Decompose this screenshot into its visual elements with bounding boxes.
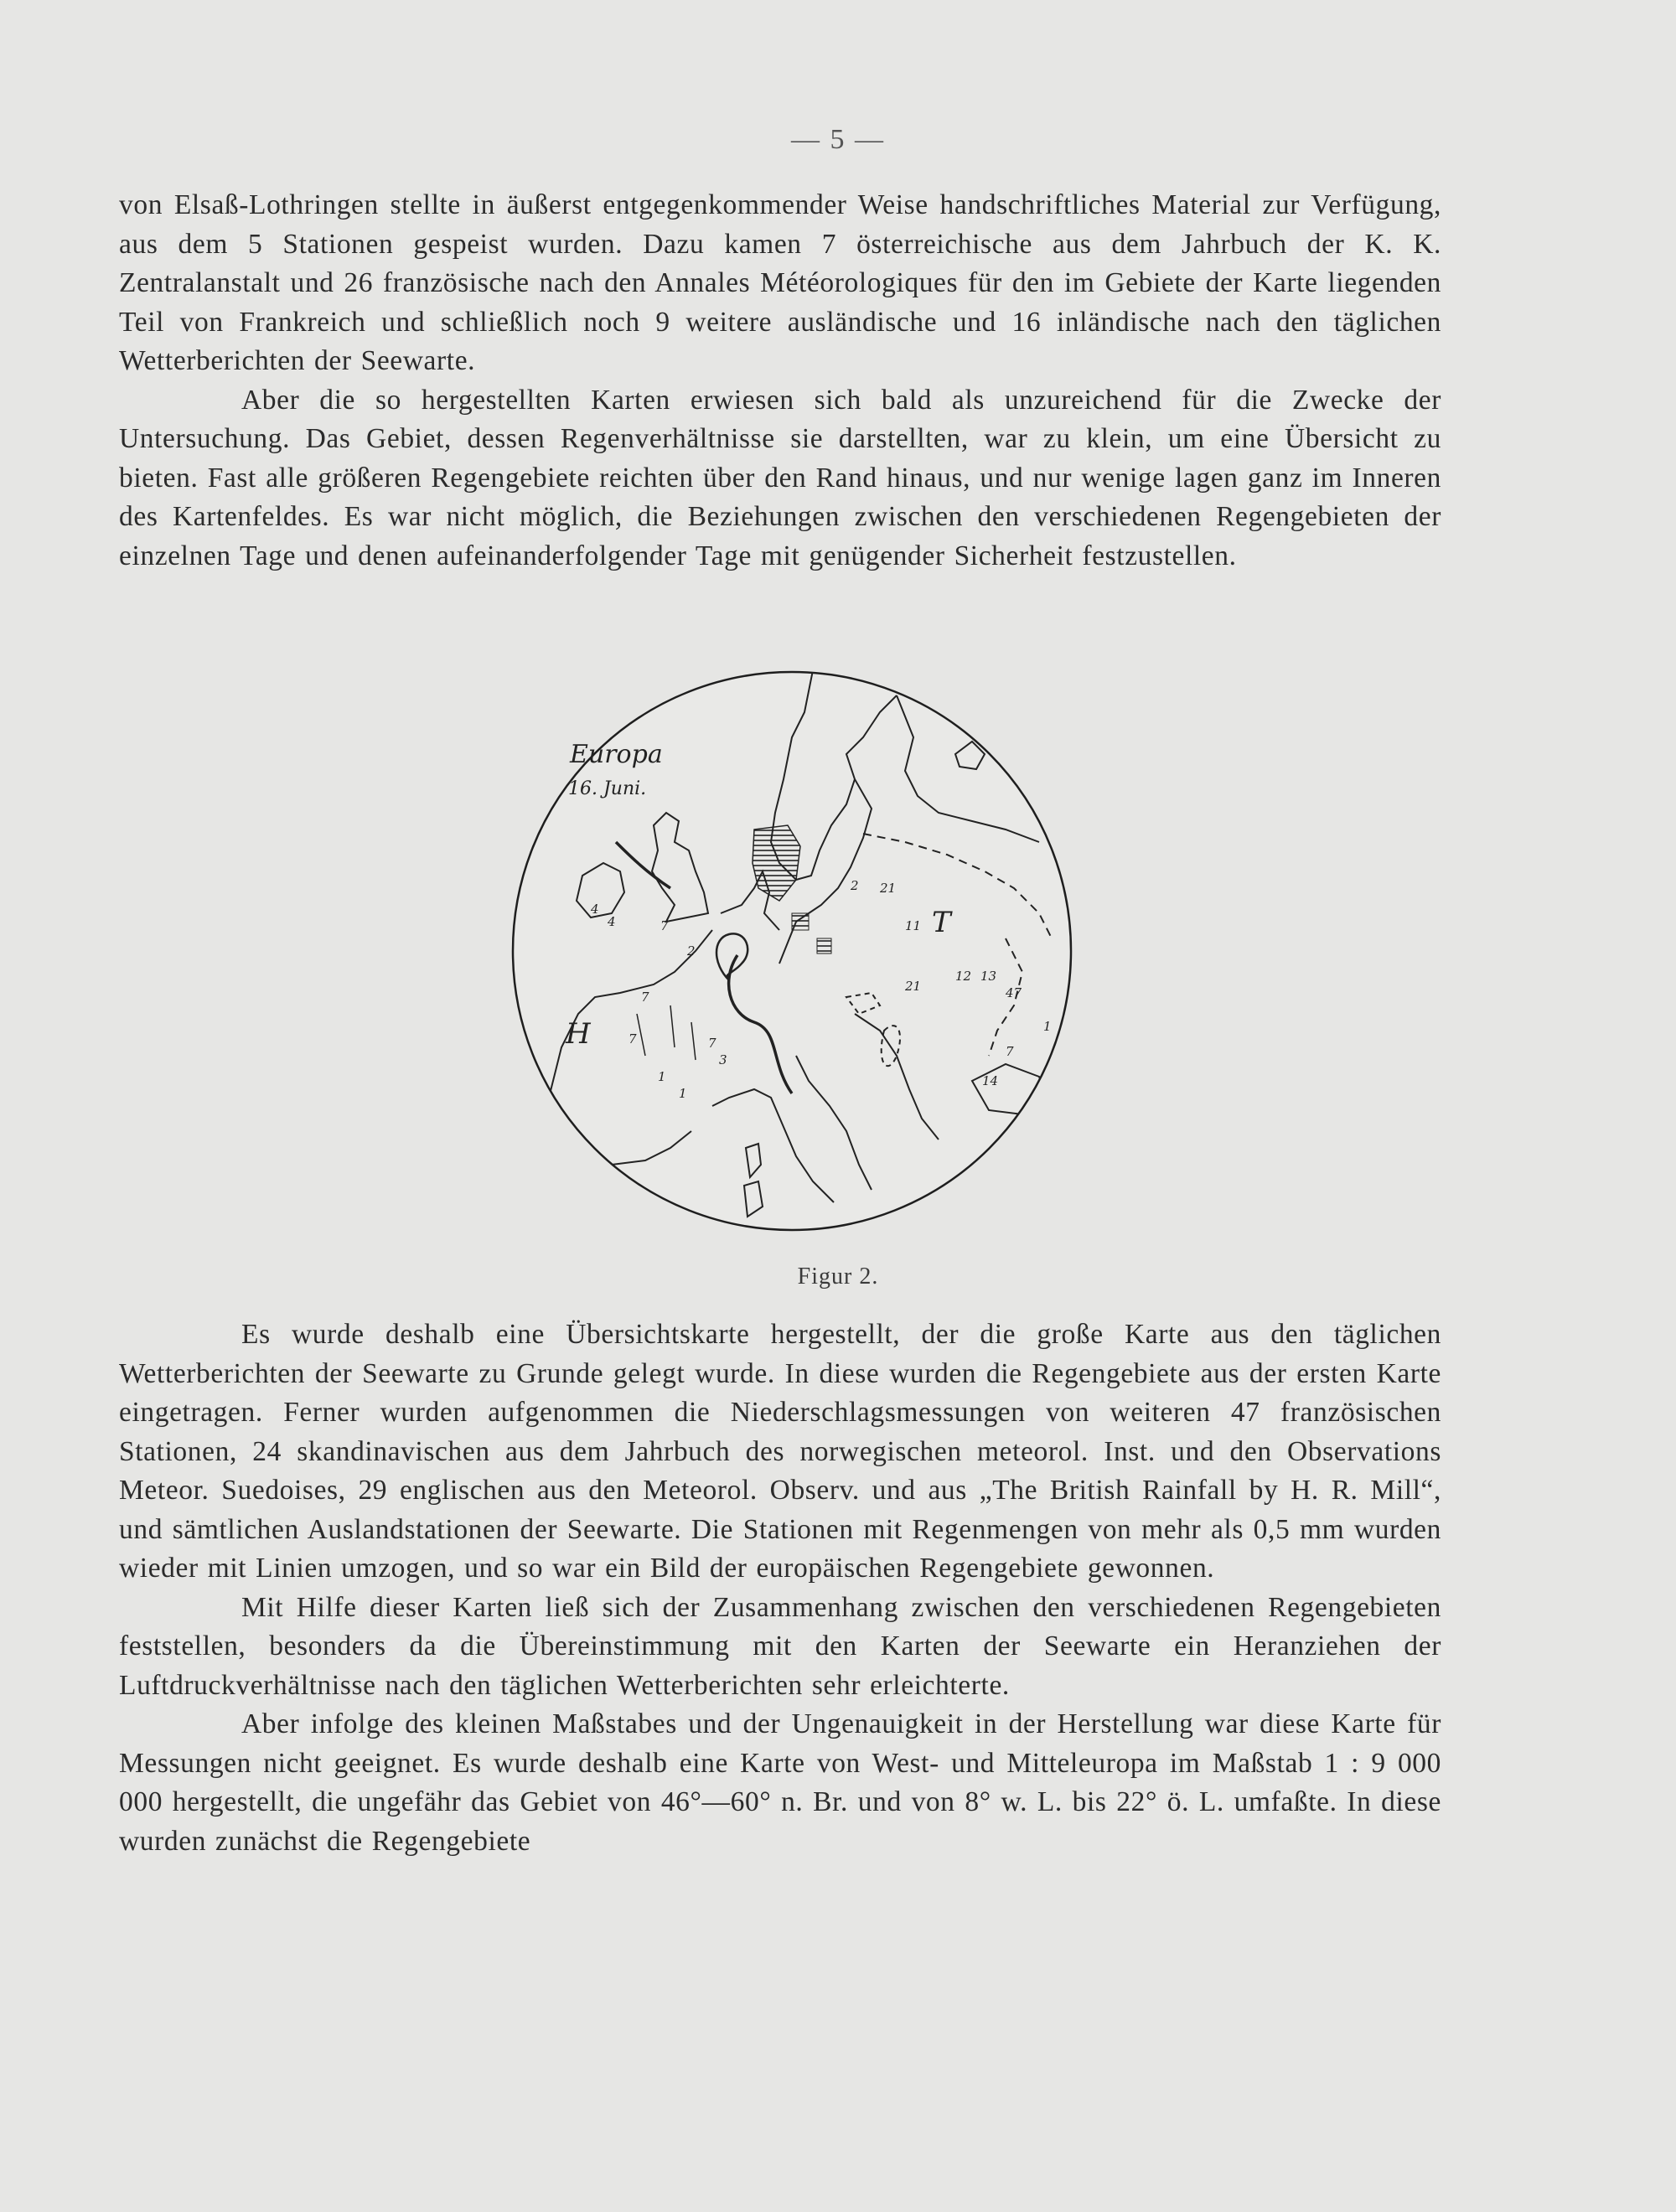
station-value: 11 xyxy=(905,918,922,933)
map-title: Europa xyxy=(570,740,663,769)
station-value: 7 xyxy=(708,1036,716,1051)
station-value: 4 xyxy=(608,914,616,929)
station-value: 13 xyxy=(980,969,997,984)
station-value: 1 xyxy=(658,1069,666,1084)
station-value: 3 xyxy=(719,1052,727,1067)
marker-low-pressure: T xyxy=(932,906,951,939)
paragraph: Aber die so hergestellten Karten erwiesen sich bald als unzureichend für die Zwecke der Untersuchung. Das Gebiet, dessen Regenverhältnisse sie darstellten, war zu klein, um eine Übersicht zu bieten. Fast alle größeren Regengebiete reichten über den Rand hinaus, und nur wenige lagen ganz im Inneren des Kartenfeldes. Es war nicht möglich, die Beziehungen zwischen den verschiedenen Regengebieten der einzelnen Tage und denen aufeinanderfolgender Tage mit genügender Sicherheit festzustellen. xyxy=(119,384,1441,571)
station-value: 21 xyxy=(880,881,897,896)
paragraph: von Elsaß-Lothringen stellte in äußerst entgegenkommender Weise handschriftliches Material zur Verfügung, aus dem 5 Stationen gespeist wurden. Dazu kamen 7 österreichische aus dem Jahrbuch der K. K. Zentralanstalt und 26 französische nach den Annales Météorologiques für den im Gebiete der Karte liegenden Teil von Frankreich und schließlich noch 9 weitere ausländische und 16 inländische nach den täglichen Wetterberichten der Seewarte. xyxy=(119,189,1441,376)
rain-area-hatched-small xyxy=(817,938,831,954)
paragraph: Aber infolge des kleinen Maßstabes und der Ungenauigkeit in der Herstellung war diese Karte für Messungen nicht geeignet. Es wurde deshalb eine Karte von West- und Mitteleuropa im Maßstab 1 : 9 000 000 hergestellt, die ungefähr das Gebiet von 46°—60° n. Br. und von 8° w. L. bis 22° ö. L. umfaßte. In diese wurden zunächst die Regengebiete xyxy=(119,1708,1441,1857)
page-number: — 5 — xyxy=(791,124,885,155)
text-block-top xyxy=(119,186,1441,576)
map-svg xyxy=(503,662,1081,1240)
station-value: 4 xyxy=(591,902,599,917)
station-value: 12 xyxy=(955,969,972,984)
marker-high-pressure: H xyxy=(566,1017,591,1051)
station-value: 47 xyxy=(1006,985,1022,1000)
figure-caption: Figur 2. xyxy=(797,1264,879,1289)
figure-2-map xyxy=(503,662,1081,1240)
paragraph: Es wurde deshalb eine Übersichtskarte hergestellt, der die große Karte aus den täglichen Wetterberichten der Seewarte zu Grunde gelegt wurde. In diese wurden die Regengebiete aus der ersten Karte eingetragen. Ferner wurden aufgenommen die Niederschlagsmessungen von weiteren 47 französischen Stationen, 24 skandinavischen aus dem Jahrbuch des norwegischen meteorol. Inst. und den Observations Meteor. Suedoises, 29 englischen aus den Meteorol. Observ. und aus „The British Rainfall by H. R. Mill“, und sämtlichen Auslandstationen der Seewarte. Die Stationen mit Regenmengen von mehr als 0,5 mm wurden wieder mit Linien umzogen, und so war ein Bild der europäischen Regengebiete gewonnen. xyxy=(119,1319,1441,1584)
station-value: 2 xyxy=(687,943,696,959)
paragraph: Mit Hilfe dieser Karten ließ sich der Zusammenhang zwischen den verschiedenen Regengebieten feststellen, besonders da die Übereinstimmung mit den Karten der Seewarte ein Heranziehen der Luftdruckverhältnisse nach den täglichen Wetterberichten sehr erleichterte. xyxy=(119,1591,1441,1701)
station-value: 7 xyxy=(1006,1044,1014,1059)
station-value: 1 xyxy=(1043,1019,1052,1034)
station-value: 7 xyxy=(641,990,649,1005)
station-value: 7 xyxy=(660,918,669,933)
map-date: 16. Juni. xyxy=(568,778,647,799)
station-value: 21 xyxy=(905,979,922,994)
station-value: 1 xyxy=(679,1086,687,1101)
text-block-bottom xyxy=(119,1315,1441,1861)
station-value: 7 xyxy=(628,1031,637,1047)
rain-area-hatched-small xyxy=(792,913,809,930)
station-value: 2 xyxy=(851,878,859,893)
station-value: 14 xyxy=(982,1073,999,1088)
